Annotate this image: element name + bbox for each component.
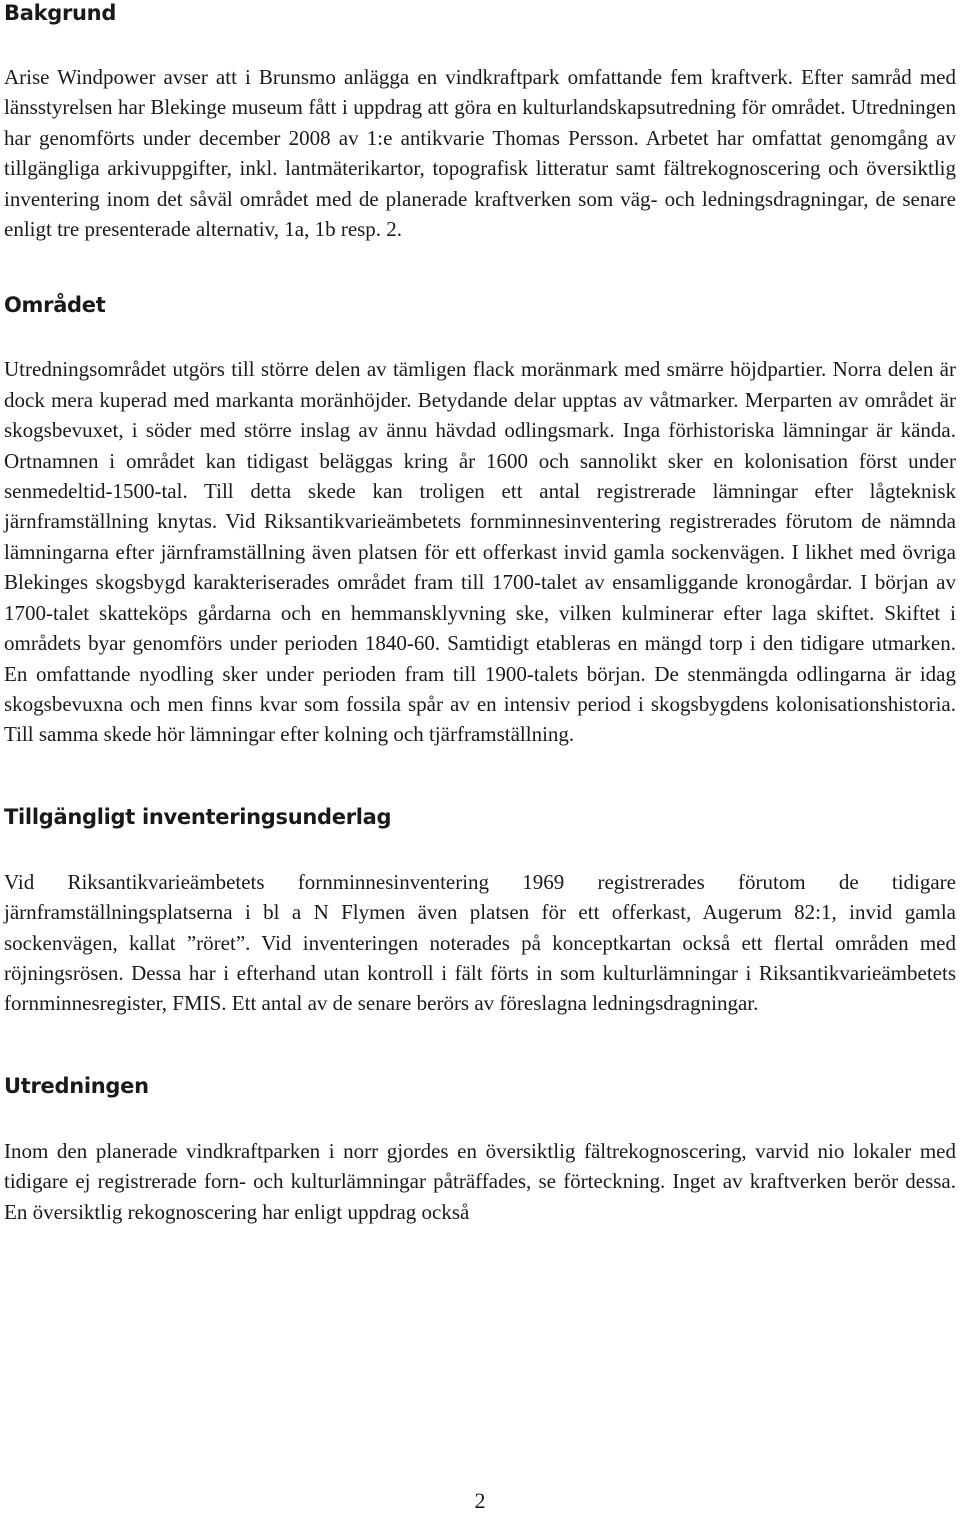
paragraph-omradet: Utredningsområdet utgörs till större delen av tämligen flack moränmark med smärre höjdpartier. Norra delen är dock mera kuperad med markanta moränhöjder. Betydande delar upptas av våtmarker. Merparten av området är skogsbevuxet, i söder med större inslag av ännu hävdad odlingsmark. Inga förhistoriska lämningar är kända. Ortnamnen i området kan tidigast beläggas kring år 1600 och sannolikt sker en kolonisation först under senmedeltid-1500-tal. Till detta skede kan troligen ett antal registrerade lämningar efter lågteknisk järnframställning knytas. Vid Riksantikvarieämbetets fornminnesinventering registrerades förutom de nämnda lämningarna efter järnframställning även platsen för ett offerkast invid gamla sockenvägen. I likhet med övriga Blekinges skogsbygd karakteriserades området fram till 1700-talet av ensamliggande kronogårdar. I början av 1700-talet skatteköps gårdarna och en hemmansklyvning ske, vilken kulminerar efter laga skiftet. Skiftet i områdets byar genomförs under perioden 1840-60. Samtidigt etableras en mängd torp i den tidigare utmarken. En omfattande nyodling sker under perioden fram till 1900-talets början. De stenmängda odlingarna är idag skogsbevuxna och men finns kvar som fossila spår av en intensiv period i skogsbygdens kolonisationshistoria. Till samma skede hör lämningar efter kolning och tjärframställning. (4, 357, 956, 747)
heading-utredningen: Utredningen (4, 1073, 149, 1098)
page-number: 2 (474, 1488, 486, 1513)
heading-bakgrund: Bakgrund (4, 1, 117, 25)
document-page (4, 0, 956, 1227)
paragraph-utredningen: Inom den planerade vindkraftparken i norr gjordes en översiktlig fältrekognoscering, varvid nio lokaler med tidigare ej registrerade forn- och kulturlämningar påträffades, se förteckning. Inget av kraftverken berör dessa. En översiktlig rekognoscering har enligt uppdrag också (4, 1138, 956, 1224)
paragraph-tillgangligt-inventeringsunderlag: Vid Riksantikvarieämbetets fornminnesinventering 1969 registrerades förutom de tidigare järnframställningsplatserna i bl a N Flymen även platsen för ett offerkast, Augerum 82:1, invid gamla sockenvägen, kallat ”röret”. Vid inventeringen noterades på konceptkartan också ett flertal områden med röjningsrösen. Dessa har i efterhand utan kontroll i fält förts in som kulturlämningar i Riksantikvarieämbetets fornminnesregister, FMIS. Ett antal av de senare berörs av föreslagna ledningsdragningar. (4, 869, 956, 1016)
heading-omradet: Området (4, 293, 106, 318)
paragraph-bakgrund: Arise Windpower avser att i Brunsmo anlägga en vindkraftpark omfattande fem kraftverk. Efter samråd med länsstyrelsen har Blekinge museum fått i uppdrag att göra en kulturlandskapsutredning för området. Utredningen har genomförts under december 2008 av 1:e antikvarie Thomas Persson. Arbetet har omfattat genomgång av tillgängliga arkivuppgifter, inkl. lantmäterikartor, topografisk litteratur samt fältrekognoscering och översiktlig inventering inom det såväl området med de planerade kraftverken som väg- och ledningsdragningar, de senare enligt tre presenterade alternativ, 1a, 1b resp. 2. (4, 65, 956, 242)
heading-tillgangligt-inventeringsunderlag: Tillgängligt inventeringsunderlag (4, 804, 392, 829)
